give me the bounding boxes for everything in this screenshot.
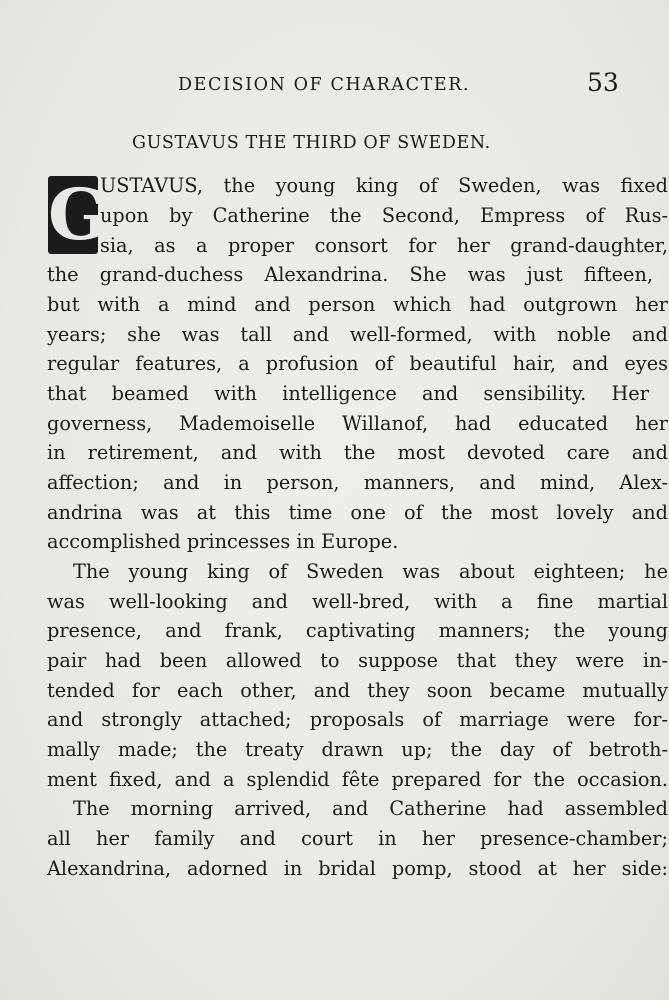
text-line-11: affection; and in person, manners, and mind, Alex-: [47, 471, 668, 494]
text-line-9: governess, Mademoiselle Willanof, had educated her: [47, 412, 668, 435]
text-line-1: USTAVUS, the young king of Sweden, was fixed: [100, 174, 668, 197]
text-line-24: Alexandrina, adorned in bridal pomp, stood at her side:: [47, 857, 668, 880]
text-line-3: sia, as a proper consort for her grand-daughter,: [100, 234, 668, 257]
text-line-21: ment fixed, and a splendid fête prepared for the occasion.: [47, 768, 668, 791]
text-line-22: The morning arrived, and Catherine had assembled: [73, 797, 668, 820]
text-line-10: in retirement, and with the most devoted care and: [47, 441, 668, 464]
text-line-14: The young king of Sweden was about eighteen; he: [73, 560, 668, 583]
text-line-12: andrina was at this time one of the most lovely and: [47, 501, 668, 524]
section-title: GUSTAVUS THE THIRD OF SWEDEN.: [132, 133, 491, 153]
text-line-18: tended for each other, and they soon became mutually: [47, 679, 668, 702]
ornamental-dropcap: G: [48, 173, 108, 256]
running-head: DECISION OF CHARACTER.: [178, 75, 471, 95]
text-line-4: the grand-duchess Alexandrina. She was just fifteen,: [47, 263, 653, 286]
text-line-2: upon by Catherine the Second, Empress of Rus-: [100, 204, 668, 227]
text-line-23: all her family and court in her presence-chamber;: [47, 827, 668, 850]
text-line-16: presence, and frank, captivating manners; the young: [47, 619, 668, 642]
text-line-19: and strongly attached; proposals of marriage were for-: [47, 708, 668, 731]
text-line-8: that beamed with intelligence and sensibility. Her: [47, 382, 649, 405]
text-line-20: mally made; the treaty drawn up; the day of betroth-: [47, 738, 668, 761]
text-line-7: regular features, a profusion of beautiful hair, and eyes: [47, 352, 668, 375]
text-line-13: accomplished princesses in Europe.: [47, 530, 399, 553]
text-line-15: was well-looking and well-bred, with a fine martial: [47, 590, 668, 613]
text-line-17: pair had been allowed to suppose that they were in-: [47, 649, 668, 672]
text-line-5: but with a mind and person which had outgrown her: [47, 293, 668, 316]
text-line-6: years; she was tall and well-formed, with noble and: [47, 323, 668, 346]
page-number: 53: [587, 68, 619, 97]
